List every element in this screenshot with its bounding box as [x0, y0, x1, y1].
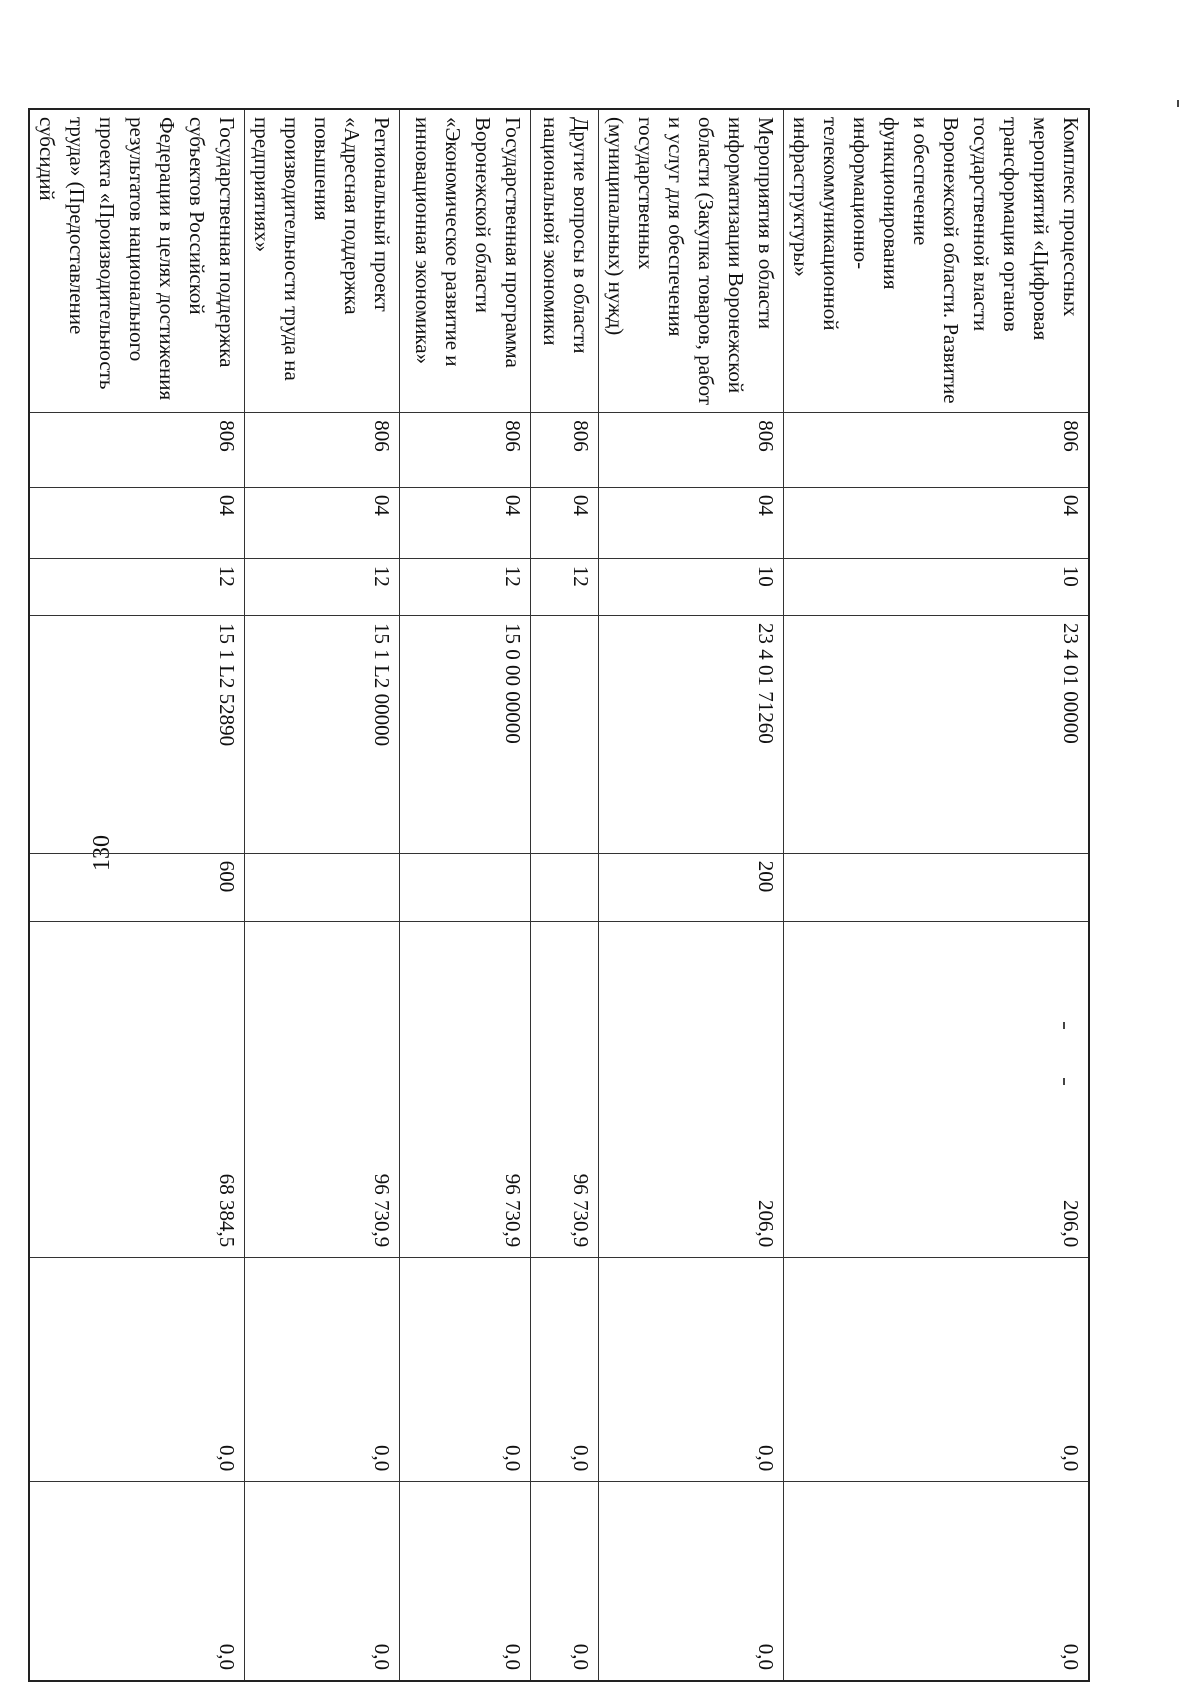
- row-name-cell: Государственная поддержка субъектов Российской Федерации в целях достижения результатов национального проекта «Производительность труда» (Предоставление субсидий: [29, 109, 245, 413]
- table-row: [599, 109, 784, 1681]
- amount-2025-cell: 0,0: [531, 1258, 599, 1482]
- ministry-code-cell: 806: [245, 413, 400, 488]
- amount-2025-cell: 0,0: [245, 1258, 400, 1482]
- section-code-cell: 04: [245, 487, 400, 558]
- budget-table: [28, 108, 1090, 1682]
- ministry-code-cell: 806: [400, 413, 531, 488]
- amount-2026-cell: 0,0: [400, 1482, 531, 1681]
- subsection-code-cell: 10: [599, 558, 784, 615]
- expense-type-cell: [531, 853, 599, 921]
- scan-mark: [1177, 100, 1179, 107]
- amount-2024-cell: 206,0: [784, 922, 1090, 1258]
- subsection-code-cell: 10: [784, 558, 1090, 615]
- table-row: [531, 109, 599, 1681]
- row-name-cell: Государственная программа Воронежской области «Экономическое развитие и инновационная экономика»: [400, 109, 531, 413]
- page-number: 130: [89, 835, 115, 871]
- expense-type-cell: [400, 853, 531, 921]
- expense-type-cell: 600: [29, 853, 245, 921]
- section-code-cell: 04: [29, 487, 245, 558]
- amount-2024-cell: 96 730,9: [400, 922, 531, 1258]
- amount-2025-cell: 0,0: [784, 1258, 1090, 1482]
- table-row: [400, 109, 531, 1681]
- row-name-cell: Другие вопросы в области национальной экономики: [531, 109, 599, 413]
- amount-2026-cell: 0,0: [599, 1482, 784, 1681]
- section-code-cell: 04: [400, 487, 531, 558]
- target-article-cell: 15 1 L2 52890: [29, 616, 245, 854]
- amount-2024-cell: 96 730,9: [531, 922, 599, 1258]
- amount-2024-cell: 96 730,9: [245, 922, 400, 1258]
- amount-2024-cell: 68 384,5: [29, 922, 245, 1258]
- ministry-code-cell: 806: [599, 413, 784, 488]
- table-row: [245, 109, 400, 1681]
- ministry-code-cell: 806: [29, 413, 245, 488]
- amount-2025-cell: 0,0: [599, 1258, 784, 1482]
- section-code-cell: 04: [784, 487, 1090, 558]
- row-name-cell: Мероприятия в области информатизации Воронежской области (Закупка товаров, работ и услуг для обеспечения государственных (муниципальных) нужд): [599, 109, 784, 413]
- table-row: [784, 109, 1090, 1681]
- amount-2025-cell: 0,0: [400, 1258, 531, 1482]
- expense-type-cell: [245, 853, 400, 921]
- amount-2026-cell: 0,0: [29, 1482, 245, 1681]
- amount-2025-cell: 0,0: [29, 1258, 245, 1482]
- amount-2026-cell: 0,0: [531, 1482, 599, 1681]
- target-article-cell: 15 0 00 00000: [400, 616, 531, 854]
- row-name-cell: Региональный проект «Адресная поддержка повышения производительности труда на предприятиях»: [245, 109, 400, 413]
- ministry-code-cell: 806: [531, 413, 599, 488]
- target-article-cell: [531, 616, 599, 854]
- ministry-code-cell: 806: [784, 413, 1090, 488]
- expense-type-cell: [784, 853, 1090, 921]
- table-row: [29, 109, 245, 1681]
- target-article-cell: 23 4 01 00000: [784, 616, 1090, 854]
- row-name-cell: Комплекс процессных мероприятий «Цифровая трансформация органов государственной власти Воронежской области. Развитие и обеспечение функционирования информационно-телекоммуникационной инфраструктуры»: [784, 109, 1090, 413]
- amount-2026-cell: 0,0: [784, 1482, 1090, 1681]
- section-code-cell: 04: [531, 487, 599, 558]
- amount-2024-cell: 206,0: [599, 922, 784, 1258]
- amount-2026-cell: 0,0: [245, 1482, 400, 1681]
- subsection-code-cell: 12: [400, 558, 531, 615]
- target-article-cell: 23 4 01 71260: [599, 616, 784, 854]
- subsection-code-cell: 12: [245, 558, 400, 615]
- subsection-code-cell: 12: [29, 558, 245, 615]
- section-code-cell: 04: [599, 487, 784, 558]
- expense-type-cell: 200: [599, 853, 784, 921]
- subsection-code-cell: 12: [531, 558, 599, 615]
- target-article-cell: 15 1 L2 00000: [245, 616, 400, 854]
